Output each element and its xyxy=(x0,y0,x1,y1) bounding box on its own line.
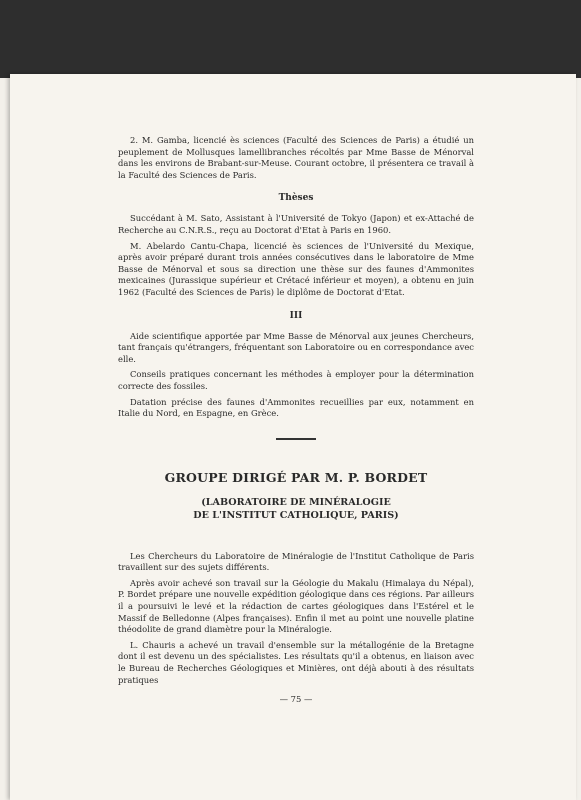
section-divider xyxy=(276,438,316,440)
page-content xyxy=(118,135,474,704)
paragraph-gamba: 2. M. Gamba, licencié ès sciences (Faculté des Sciences de Paris) a étudié un peuplement de Mollusques lamellibranches récoltés par Mme Basse de Ménorval dans les environs de Brabant-sur-Meuse. Courant octobre, il présentera ce travail à la Faculté des Sciences de Paris. xyxy=(118,135,474,180)
groupe-subtitle-line2: DE L'INSTITUT CATHOLIQUE, PARIS) xyxy=(193,509,399,521)
scan-background xyxy=(0,0,581,78)
groupe-title: GROUPE DIRIGÉ PAR M. P. BORDET xyxy=(164,469,428,485)
paragraph-chercheurs: Les Chercheurs du Laboratoire de Minéralogie de l'Institut Catholique de Paris travaillent sur des sujets différents. xyxy=(118,550,474,573)
paragraph-cantu-chapa: M. Abelardo Cantu-Chapa, licencié ès sciences de l'Université du Mexique, après avoir préparé durant trois années consécutives dans le laboratoire de Mme Basse de Ménorval et sous sa direction une thèse sur des faunes d'Ammonites mexicaines (Jurassique supérieur et Crétacé inférieur et moyen), a obtenu en juin 1962 (Faculté des Sciences de Paris) le diplôme de Doctorat d'Etat. xyxy=(118,240,474,297)
paragraph-aide: Aide scientifique apportée par Mme Basse de Ménorval aux jeunes Chercheurs, tant français qu'étrangers, fréquentant son Laboratoire ou en correspondance avec elle. xyxy=(118,330,474,364)
groupe-subtitle-line1: (LABORATOIRE DE MINÉRALOGIE xyxy=(201,496,391,508)
paragraph-conseils: Conseils pratiques concernant les méthodes à employer pour la détermination correcte des fossiles. xyxy=(118,369,474,391)
paragraph-datation: Datation précise des faunes d'Ammonites recueillies par eux, notamment en Italie du Nord, en Espagne, en Grèce. xyxy=(118,396,474,419)
heading-theses: Thèses xyxy=(278,193,314,204)
paragraph-chauris: L. Chauris a achevé un travail d'ensemble sur la métallogénie de la Bretagne dont il est devenu un des spécialistes. Les résultats qu'il a obtenus, en liaison avec le Bureau de Recherches Géologiques et Minières, ont déjà abouti à des résultats pratiques xyxy=(118,639,474,685)
heading-section-iii: III xyxy=(289,310,303,321)
page-number: — 75 — xyxy=(279,694,313,705)
paragraph-bordet: Après avoir achevé son travail sur la Géologie du Makalu (Himalaya du Népal), P. Bordet prépare une nouvelle expédition géologique dans ces régions. Par ailleurs il a poursuivi le levé et la rédaction de cartes géologiques dans l'Estérel et le Massif de Belledonne (Alpes françaises). Enfin il met au point une nouvelle platine théodolite de grand diamètre pour la Minéralogie. xyxy=(118,577,474,635)
paragraph-sato: Succédant à M. Sato, Assistant à l'Université de Tokyo (Japon) et ex-Attaché de Recherche au C.N.R.S., reçu au Doctorat d'Etat à Paris en 1960. xyxy=(118,213,474,235)
groupe-subtitle xyxy=(118,497,474,523)
